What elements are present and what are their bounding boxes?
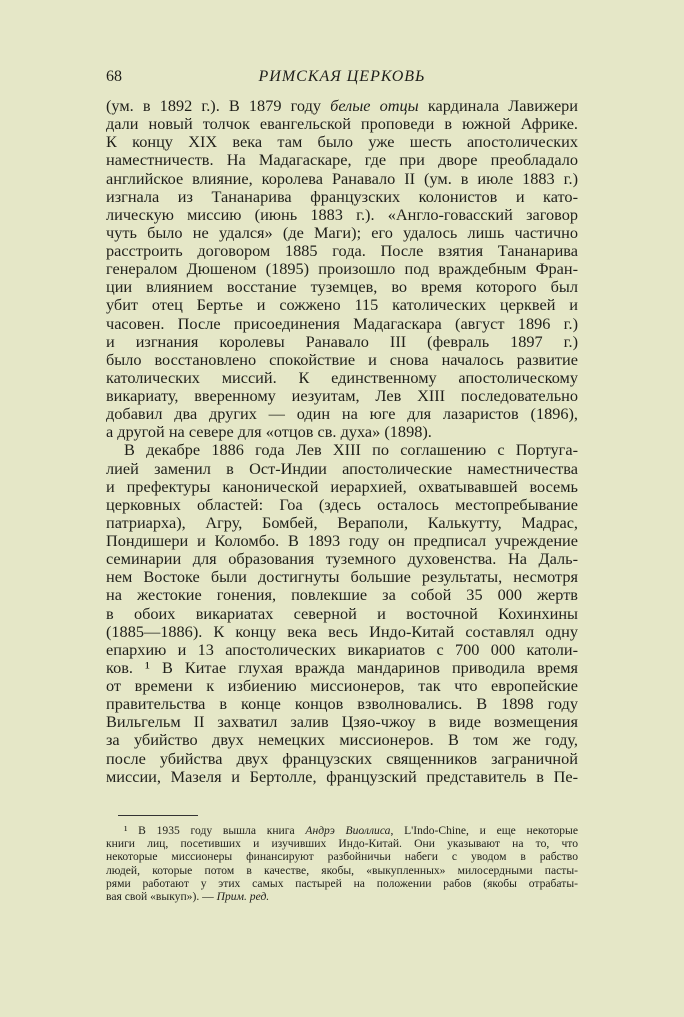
text-line: [106, 315, 578, 333]
text-line: [106, 713, 578, 731]
text-segment: некоторые миссионеры финансируют разбойничьи набеги с уводом в рабство: [106, 850, 578, 864]
text-segment: Вильгельм II захватил залив Цзяо-чжоу в виде возмещения: [106, 712, 578, 732]
text-line: [106, 478, 578, 496]
text-segment: а другой на севере для «отцов св. духа» (1898).: [106, 422, 432, 442]
text-line: [106, 369, 578, 387]
text-segment: после убийства двух французских священников заграничной: [106, 748, 578, 768]
text-line: [106, 224, 578, 242]
text-segment: правительства в конце концов взволновались. В 1898 году: [106, 694, 578, 714]
text-line: [106, 278, 578, 296]
body-text: [106, 97, 578, 786]
text-segment: ков. ¹ В Китае глухая вражда мандаринов приводила время: [106, 657, 578, 677]
text-segment: патриарха), Агру, Бомбей, Вераполи, Калькутту, Мадрас,: [106, 512, 578, 532]
text-segment: , L'Indo-Chine, и еще некоторые: [390, 824, 578, 837]
text-segment: добавил два других — один на юге для лазаристов (1896),: [106, 404, 578, 424]
text-segment: викариату, вверенному иезуитам, Лев XIII последовательно: [106, 386, 578, 405]
text-line: [106, 460, 578, 478]
text-segment: часовен. После присоединения Мадагаскара (август 1896 г.): [106, 313, 578, 333]
text-segment: В декабре 1886 года Лев XIII по соглашению с Португа-: [124, 440, 578, 460]
text-segment: дали новый толчок евангельской проповеди в южной Африке.: [106, 114, 578, 134]
text-segment: ции влиянием восстание туземцев, во время которого был: [106, 277, 578, 297]
text-line: [106, 605, 578, 623]
text-line: [106, 532, 578, 550]
footnote-line: [106, 837, 578, 850]
footnote-line: [106, 877, 578, 890]
text-segment: лическую миссию (июнь 1883 г.). «Англо-говасский заговор: [106, 204, 578, 224]
footnote-line: [106, 864, 578, 877]
text-line: [106, 170, 578, 188]
page-number: 68: [106, 68, 122, 85]
text-line: [106, 731, 578, 749]
italic-text: Прим. ред.: [216, 889, 270, 903]
text-segment: убит отец Бертье и сожжено 115 католических церквей и: [106, 295, 578, 315]
text-line: [106, 115, 578, 133]
text-segment: нем Востоке были достигнуты большие результаты, несмотря: [106, 567, 578, 587]
running-title: РИМСКАЯ ЦЕРКОВЬ: [258, 68, 426, 85]
text-line: [106, 677, 578, 695]
text-line: [106, 188, 578, 206]
text-segment: католических миссий. К единственному апостолическому: [106, 367, 578, 387]
text-line: [106, 151, 578, 169]
text-segment: К концу XIX века там было уже шесть апостолических: [106, 132, 578, 152]
text-line: [106, 97, 578, 115]
text-line: [106, 405, 578, 423]
text-segment: и изгнания королевы Ранавало III (февраль 1897 г.): [106, 331, 578, 351]
text-segment: расстроить договором 1885 года. После взятия Тананарива: [106, 241, 578, 260]
text-line: [106, 550, 578, 568]
text-line: [106, 568, 578, 586]
text-segment: епархию и 13 апостолических викариатов с 700 000 католи-: [106, 639, 578, 659]
text-segment: лией заменил в Ост-Индии апостолические наместничества: [106, 458, 578, 478]
footnote-line: [106, 824, 578, 837]
text-segment: Пондишери и Коломбо. В 1893 году он предписал учреждение: [106, 531, 578, 550]
italic-text: Андрэ Виоллиса: [305, 824, 391, 837]
text-segment: кардинала Лавижери: [418, 96, 579, 115]
text-line: [106, 133, 578, 151]
text-line: [106, 623, 578, 641]
text-line: [106, 242, 578, 260]
text-line: [106, 423, 578, 441]
text-segment: книги лиц, посетивших и изучивших Индо-Китай. Они указывают на то, что: [106, 837, 578, 851]
text-segment: семинарии для образования туземного духовенства. На Даль-: [106, 549, 578, 569]
footnote-line: [106, 890, 578, 903]
text-line: [106, 750, 578, 768]
text-segment: генералом Дюшеном (1895) произошло под враждебным Фран-: [106, 259, 578, 279]
text-segment: на жестокие гонения, повлекшие за собой 35 000 жертв: [106, 585, 578, 605]
text-segment: было восстановлено спокойствие и снова началось развитие: [106, 349, 578, 369]
text-segment: английское влияние, королева Ранавало II (ум. в июле 1883 г.): [106, 168, 578, 188]
text-segment: от времени к избиению миссионеров, так что европейские: [106, 676, 578, 695]
text-segment: изгнала из Тананарива французских колонистов и като-: [106, 186, 578, 206]
footnote: [106, 824, 578, 903]
footnote-line: [106, 850, 578, 863]
text-line: [106, 260, 578, 278]
text-segment: за убийство двух немецких миссионеров. В том же году,: [106, 730, 578, 750]
text-line: [106, 206, 578, 224]
text-line: [106, 441, 578, 459]
text-segment: (1885—1886). К концу века весь Индо-Китай составлял одну: [106, 621, 578, 641]
text-segment: в обоих викариатах северной и восточной Кохинхины: [106, 603, 578, 623]
text-segment: людей, которые потом в качестве, якобы, «выкупленных» милосердными пасты-: [106, 863, 578, 877]
text-segment: чуть было не удался» (де Маги); его удалось лишь частично: [106, 222, 578, 242]
text-segment: церковных областей: Гоа (здесь осталось местопребывание: [106, 494, 578, 514]
text-segment: наместничеств. На Мадагаскаре, где при дворе преобладало: [106, 150, 578, 170]
text-line: [106, 351, 578, 369]
text-segment: вая свой «выкуп»). —: [106, 889, 217, 903]
text-line: [106, 333, 578, 351]
text-line: [106, 659, 578, 677]
text-line: [106, 586, 578, 604]
text-segment: миссии, Мазеля и Бертолле, французский представитель в Пе-: [106, 766, 578, 786]
text-line: [106, 695, 578, 713]
text-line: [106, 387, 578, 405]
text-line: [106, 496, 578, 514]
italic-text: белые отцы: [330, 96, 419, 115]
text-segment: и префектуры канонической иерархией, охватывавшей восемь: [106, 476, 578, 496]
text-line: [106, 296, 578, 314]
text-line: [106, 514, 578, 532]
footnote-divider: [118, 815, 198, 816]
text-segment: (ум. в 1892 г.). В 1879 году: [106, 96, 331, 115]
text-line: [106, 641, 578, 659]
text-segment: ¹ В 1935 году вышла книга: [124, 824, 306, 837]
text-segment: рями работают у этих самых пастырей на положении рабов (якобы отрабаты-: [106, 876, 578, 890]
text-line: [106, 768, 578, 786]
